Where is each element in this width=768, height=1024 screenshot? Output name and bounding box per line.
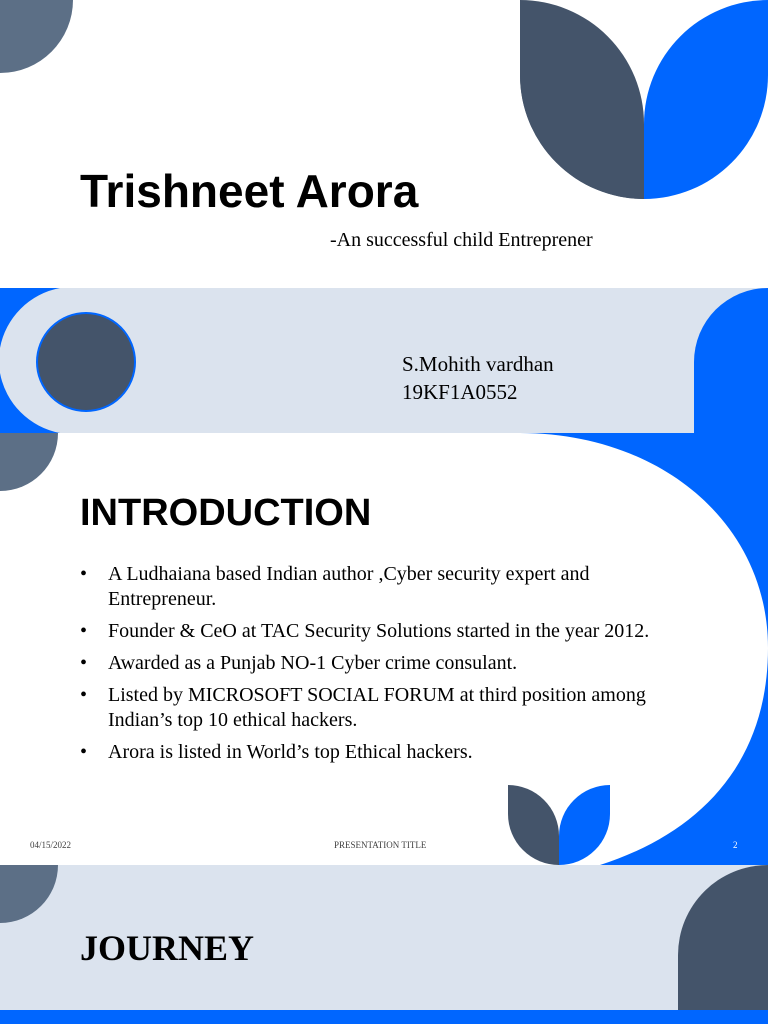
bullet-item: • A Ludhaiana based Indian author ,Cyber security expert and Entrepreneur. bbox=[80, 563, 590, 610]
journey-slide bbox=[0, 865, 768, 1024]
title-slide bbox=[0, 0, 768, 288]
author-name: S.Mohith vardhan bbox=[402, 352, 554, 376]
footer-page-number: 2 bbox=[733, 840, 738, 850]
bullet-item: • Listed by MICROSOFT SOCIAL FORUM at third position among Indian’s top 10 ethical hackers. bbox=[80, 684, 646, 731]
bullet-item: • Awarded as a Punjab NO-1 Cyber crime consulant. bbox=[80, 652, 518, 674]
corner-quarter-circle-shape bbox=[0, 0, 80, 80]
right-capsule-shape bbox=[694, 288, 768, 433]
bullet-item: • Arora is listed in World’s top Ethical hackers. bbox=[80, 741, 473, 763]
bullet-dot: • bbox=[80, 684, 88, 706]
presentation-subtitle: -An successful child Entreprener bbox=[330, 229, 593, 251]
author-band bbox=[0, 288, 768, 433]
circle-shape bbox=[34, 310, 138, 414]
footer-title: PRESENTATION TITLE bbox=[334, 840, 427, 850]
footer-date: 04/15/2022 bbox=[30, 840, 72, 850]
bullet-dot: • bbox=[80, 652, 88, 674]
bullet-dot: • bbox=[80, 563, 88, 585]
leaf-decoration-shape bbox=[520, 0, 768, 200]
bullet-item: • Founder & CeO at TAC Security Solutions started in the year 2012. bbox=[80, 620, 650, 642]
journey-heading: JOURNEY bbox=[80, 928, 255, 968]
bullet-dot: • bbox=[80, 620, 88, 642]
introduction-heading: INTRODUCTION bbox=[80, 492, 372, 534]
small-leaf-shape bbox=[508, 785, 610, 865]
roll-number: 19KF1A0552 bbox=[402, 380, 518, 404]
introduction-bullet-list bbox=[80, 562, 660, 772]
bullet-dot: • bbox=[80, 741, 88, 763]
presentation-title: Trishneet Arora bbox=[80, 165, 419, 217]
